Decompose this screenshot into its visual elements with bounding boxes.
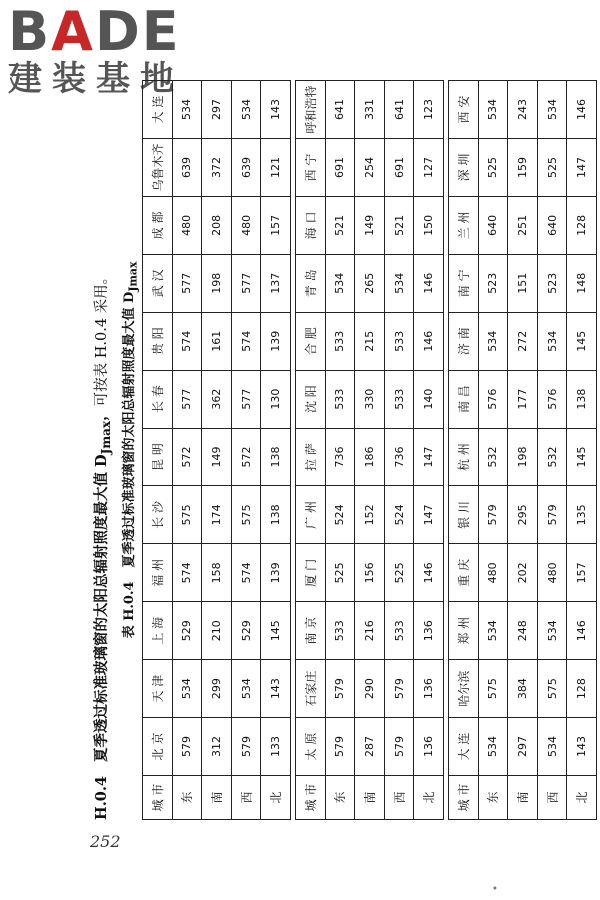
radiation-value: 534 <box>231 660 261 718</box>
radiation-value: 128 <box>567 660 597 718</box>
radiation-value: 330 <box>355 370 385 428</box>
radiation-value: 534 <box>478 81 508 139</box>
city-header: 太 原 <box>295 718 325 776</box>
radiation-value: 157 <box>567 544 597 602</box>
radiation-value: 480 <box>478 544 508 602</box>
city-header: 大 连 <box>448 718 478 776</box>
table-row <box>261 81 291 820</box>
logo-wordmark: BADE <box>8 0 181 63</box>
radiation-value: 577 <box>231 254 261 312</box>
radiation-value: 533 <box>325 602 355 660</box>
radiation-value: 577 <box>231 370 261 428</box>
city-header: 西 宁 <box>295 139 325 197</box>
table-row <box>325 81 355 820</box>
radiation-value: 243 <box>508 81 538 139</box>
orientation-label: 南 <box>355 776 385 820</box>
radiation-value: 532 <box>537 428 567 486</box>
radiation-value: 579 <box>384 660 414 718</box>
table-row <box>355 81 385 820</box>
city-header: 南 京 <box>295 602 325 660</box>
radiation-value: 525 <box>325 544 355 602</box>
city-header: 大 连 <box>143 81 173 139</box>
radiation-value: 174 <box>202 486 232 544</box>
city-header: 成 都 <box>143 196 173 254</box>
city-header: 合 肥 <box>295 312 325 370</box>
table-title: 夏季透过标准玻璃窗的太阳总辐射照度最大值 D <box>122 291 137 568</box>
radiation-value: 641 <box>325 81 355 139</box>
radiation-value: 572 <box>172 428 202 486</box>
radiation-value: 534 <box>231 81 261 139</box>
table-row <box>567 81 597 820</box>
radiation-value: 146 <box>414 544 444 602</box>
radiation-value: 523 <box>537 254 567 312</box>
radiation-value: 147 <box>414 428 444 486</box>
city-header: 西 安 <box>448 81 478 139</box>
city-header: 兰 州 <box>448 196 478 254</box>
radiation-value: 574 <box>231 312 261 370</box>
city-header: 上 海 <box>143 602 173 660</box>
radiation-value: 575 <box>172 486 202 544</box>
section-title-tail: 可按表 H.0.4 采用。 <box>94 269 110 407</box>
orientation-label: 北 <box>261 776 291 820</box>
radiation-value: 577 <box>172 370 202 428</box>
radiation-value: 534 <box>384 254 414 312</box>
radiation-value: 287 <box>355 718 385 776</box>
table-caption: 表 H.0.4夏季透过标准玻璃窗的太阳总辐射照度最大值 $D_{Jmax}$ <box>122 261 140 639</box>
city-header: 南 宁 <box>448 254 478 312</box>
city-header: 福 州 <box>143 544 173 602</box>
city-header: 石家庄 <box>295 660 325 718</box>
radiation-value: 525 <box>478 139 508 197</box>
corner-header: 城 市 <box>448 776 478 820</box>
orientation-label: 西 <box>384 776 414 820</box>
radiation-value: 146 <box>567 81 597 139</box>
orientation-label: 西 <box>537 776 567 820</box>
radiation-value: 138 <box>261 428 291 486</box>
orientation-label: 东 <box>478 776 508 820</box>
radiation-value: 299 <box>202 660 232 718</box>
corner-header: 城 市 <box>295 776 325 820</box>
rotated-page-content <box>90 80 590 820</box>
radiation-value: 521 <box>384 196 414 254</box>
orientation-label: 南 <box>508 776 538 820</box>
radiation-value: 362 <box>202 370 232 428</box>
radiation-value: 215 <box>355 312 385 370</box>
radiation-value: 128 <box>567 196 597 254</box>
corner-header: 城 市 <box>143 776 173 820</box>
radiation-value: 521 <box>325 196 355 254</box>
radiation-value: 297 <box>508 718 538 776</box>
radiation-value: 145 <box>567 312 597 370</box>
city-header-row <box>448 81 478 820</box>
radiation-value: 639 <box>231 139 261 197</box>
city-header: 北 京 <box>143 718 173 776</box>
city-header: 济 南 <box>448 312 478 370</box>
orientation-label: 东 <box>172 776 202 820</box>
logo-subtitle: 建装基地 <box>8 59 184 99</box>
radiation-value: 297 <box>202 81 232 139</box>
radiation-value: 140 <box>414 370 444 428</box>
radiation-value: 640 <box>478 196 508 254</box>
radiation-value: 127 <box>414 139 444 197</box>
radiation-value: 372 <box>202 139 232 197</box>
radiation-value: 208 <box>202 196 232 254</box>
section-heading: H.0.4夏季透过标准玻璃窗的太阳总辐射照度最大值 $D_{Jmax}$，可按表 H.0.4 采用。 <box>93 269 113 820</box>
radiation-value: 577 <box>172 254 202 312</box>
city-header: 青 岛 <box>295 254 325 312</box>
radiation-value: 533 <box>325 312 355 370</box>
table-number: 表 H.0.4 <box>122 581 137 639</box>
radiation-value: 312 <box>202 718 232 776</box>
radiation-value: 143 <box>261 81 291 139</box>
radiation-value: 216 <box>355 602 385 660</box>
table-row <box>231 81 261 820</box>
city-header: 乌鲁木齐 <box>143 139 173 197</box>
radiation-value: 529 <box>231 602 261 660</box>
orientation-label: 北 <box>567 776 597 820</box>
radiation-value: 148 <box>567 254 597 312</box>
city-header: 呼和浩特 <box>295 81 325 139</box>
city-header: 银 川 <box>448 486 478 544</box>
city-header: 杭 州 <box>448 428 478 486</box>
city-header: 长 春 <box>143 370 173 428</box>
radiation-value: 156 <box>355 544 385 602</box>
radiation-value: 139 <box>261 544 291 602</box>
radiation-value: 639 <box>172 139 202 197</box>
radiation-value: 579 <box>325 660 355 718</box>
radiation-value: 159 <box>508 139 538 197</box>
radiation-value: 532 <box>478 428 508 486</box>
radiation-value: 151 <box>508 254 538 312</box>
radiation-value: 533 <box>384 370 414 428</box>
radiation-value: 529 <box>172 602 202 660</box>
city-header: 重 庆 <box>448 544 478 602</box>
radiation-value: 123 <box>414 81 444 139</box>
page-mark: • <box>492 884 498 895</box>
orientation-label: 北 <box>414 776 444 820</box>
radiation-value: 146 <box>414 254 444 312</box>
radiation-value: 640 <box>537 196 567 254</box>
radiation-value: 135 <box>567 486 597 544</box>
radiation-value: 524 <box>325 486 355 544</box>
radiation-value: 177 <box>508 370 538 428</box>
city-header: 深 圳 <box>448 139 478 197</box>
radiation-value: 149 <box>202 428 232 486</box>
radiation-value: 143 <box>567 718 597 776</box>
radiation-value: 576 <box>478 370 508 428</box>
radiation-value: 161 <box>202 312 232 370</box>
radiation-value: 254 <box>355 139 385 197</box>
orientation-label: 南 <box>202 776 232 820</box>
radiation-value: 534 <box>478 312 508 370</box>
radiation-value: 136 <box>414 660 444 718</box>
table-row <box>508 81 538 820</box>
radiation-value: 198 <box>508 428 538 486</box>
radiation-value: 523 <box>478 254 508 312</box>
radiation-value: 691 <box>384 139 414 197</box>
city-header: 武 汉 <box>143 254 173 312</box>
radiation-value: 572 <box>231 428 261 486</box>
radiation-value: 534 <box>325 254 355 312</box>
radiation-value: 691 <box>325 139 355 197</box>
city-header: 贵 阳 <box>143 312 173 370</box>
section-number: H.0.4 <box>93 776 110 820</box>
orientation-label: 东 <box>325 776 355 820</box>
table-row <box>414 81 444 820</box>
radiation-value: 198 <box>202 254 232 312</box>
radiation-value: 136 <box>414 602 444 660</box>
radiation-value: 138 <box>567 370 597 428</box>
radiation-value: 525 <box>537 139 567 197</box>
radiation-value: 534 <box>172 660 202 718</box>
radiation-value: 202 <box>508 544 538 602</box>
radiation-value: 290 <box>355 660 385 718</box>
radiation-value: 736 <box>384 428 414 486</box>
radiation-value: 641 <box>384 81 414 139</box>
radiation-value: 265 <box>355 254 385 312</box>
radiation-value: 574 <box>172 544 202 602</box>
radiation-value: 384 <box>508 660 538 718</box>
radiation-value: 136 <box>414 718 444 776</box>
page-number: 252 <box>90 832 121 851</box>
radiation-value: 133 <box>261 718 291 776</box>
radiation-value: 152 <box>355 486 385 544</box>
radiation-value: 534 <box>537 81 567 139</box>
radiation-value: 575 <box>537 660 567 718</box>
radiation-value: 480 <box>172 196 202 254</box>
radiation-value: 579 <box>231 718 261 776</box>
city-header: 海 口 <box>295 196 325 254</box>
radiation-value: 736 <box>325 428 355 486</box>
radiation-value: 574 <box>172 312 202 370</box>
radiation-value: 331 <box>355 81 385 139</box>
radiation-value: 534 <box>537 718 567 776</box>
city-header: 南 昌 <box>448 370 478 428</box>
radiation-value: 248 <box>508 602 538 660</box>
table-row <box>172 81 202 820</box>
table-row <box>202 81 232 820</box>
table-row <box>478 81 508 820</box>
radiation-value: 534 <box>478 602 508 660</box>
radiation-value: 574 <box>231 544 261 602</box>
radiation-value: 272 <box>508 312 538 370</box>
radiation-value: 579 <box>384 718 414 776</box>
city-header: 拉 萨 <box>295 428 325 486</box>
radiation-value: 575 <box>478 660 508 718</box>
radiation-table <box>142 80 597 820</box>
radiation-value: 149 <box>355 196 385 254</box>
radiation-value: 534 <box>537 312 567 370</box>
radiation-value: 534 <box>478 718 508 776</box>
section-title: 夏季透过标准玻璃窗的太阳总辐射照度最大值 D <box>93 454 110 763</box>
radiation-value: 251 <box>508 196 538 254</box>
city-header: 广 州 <box>295 486 325 544</box>
city-header: 哈尔滨 <box>448 660 478 718</box>
city-header-row <box>143 81 173 820</box>
radiation-value: 575 <box>231 486 261 544</box>
city-header: 昆 明 <box>143 428 173 486</box>
radiation-value: 533 <box>384 602 414 660</box>
radiation-value: 143 <box>261 660 291 718</box>
city-header: 郑 州 <box>448 602 478 660</box>
city-header: 沈 阳 <box>295 370 325 428</box>
radiation-value: 579 <box>537 486 567 544</box>
radiation-value: 534 <box>537 602 567 660</box>
radiation-value: 533 <box>384 312 414 370</box>
radiation-value: 145 <box>261 602 291 660</box>
city-header: 长 沙 <box>143 486 173 544</box>
radiation-value: 579 <box>478 486 508 544</box>
orientation-label: 西 <box>231 776 261 820</box>
radiation-value: 295 <box>508 486 538 544</box>
city-header-row <box>295 81 325 820</box>
radiation-value: 146 <box>567 602 597 660</box>
radiation-value: 130 <box>261 370 291 428</box>
radiation-value: 525 <box>384 544 414 602</box>
radiation-value: 579 <box>325 718 355 776</box>
radiation-value: 150 <box>414 196 444 254</box>
city-header: 厦 门 <box>295 544 325 602</box>
radiation-value: 139 <box>261 312 291 370</box>
radiation-value: 138 <box>261 486 291 544</box>
radiation-value: 158 <box>202 544 232 602</box>
radiation-value: 524 <box>384 486 414 544</box>
radiation-value: 533 <box>325 370 355 428</box>
radiation-value: 147 <box>567 139 597 197</box>
radiation-value: 121 <box>261 139 291 197</box>
radiation-value: 157 <box>261 196 291 254</box>
radiation-value: 137 <box>261 254 291 312</box>
radiation-value: 147 <box>414 486 444 544</box>
radiation-value: 480 <box>231 196 261 254</box>
table-row <box>384 81 414 820</box>
radiation-value: 210 <box>202 602 232 660</box>
section-title-sub: Jmax <box>98 420 113 455</box>
radiation-value: 579 <box>172 718 202 776</box>
radiation-value: 576 <box>537 370 567 428</box>
radiation-value: 186 <box>355 428 385 486</box>
radiation-value: 480 <box>537 544 567 602</box>
radiation-value: 145 <box>567 428 597 486</box>
city-header: 天 津 <box>143 660 173 718</box>
radiation-value: 146 <box>414 312 444 370</box>
table-row <box>537 81 567 820</box>
radiation-value: 534 <box>172 81 202 139</box>
